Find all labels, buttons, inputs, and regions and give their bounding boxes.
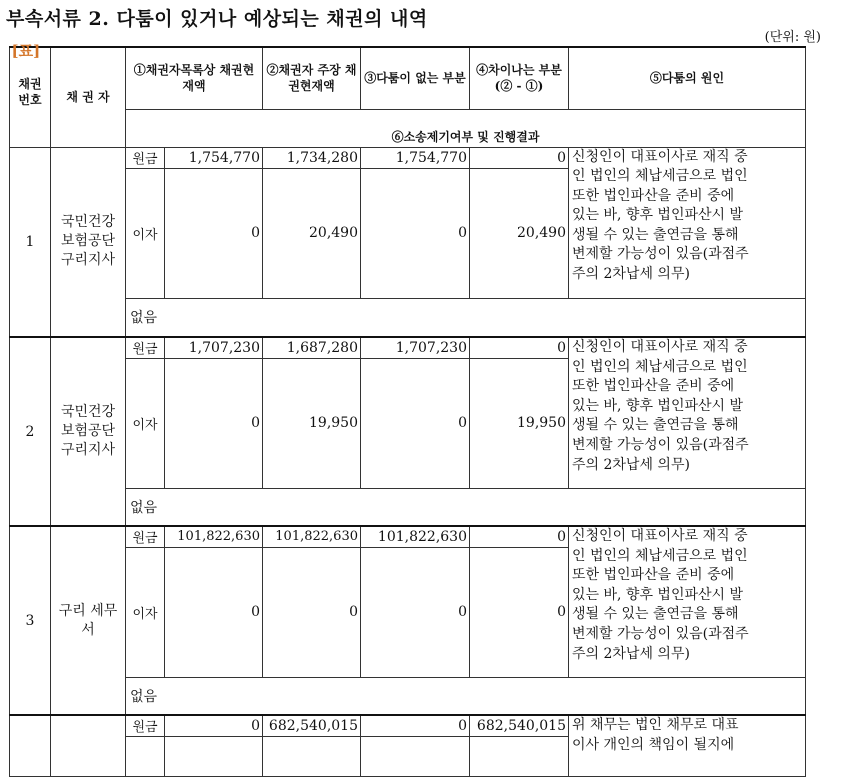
listed-principal: 1,707,230 <box>165 337 263 358</box>
undisputed-interest: 0 <box>361 547 470 677</box>
listed-principal: 101,822,630 <box>165 526 263 547</box>
claimed-interest: 20,490 <box>263 168 361 298</box>
difference-interest: 20,490 <box>470 168 569 298</box>
document-title: 부속서류 2. 다툼이 있거나 예상되는 채권의 내역 <box>6 8 428 30</box>
header-difference: ④차이나는 부분 (② - ①) <box>470 47 569 109</box>
claim-no: 1 <box>10 147 51 337</box>
claim-no <box>10 715 51 776</box>
claimed-interest: 0 <box>263 547 361 677</box>
header-listed-amount: ①채권자목록상 채권현재액 <box>126 47 263 109</box>
listed-interest: 0 <box>165 168 263 298</box>
header-litigation: ⑥소송제기여부 및 진행결과 <box>126 109 806 147</box>
litigation-status: 없음 <box>126 677 806 715</box>
dispute-reason: 위 채무는 법인 채무로 대표 이사 개인의 책임이 될지에 <box>569 715 806 776</box>
claim-no: 3 <box>10 526 51 715</box>
dispute-reason: 신청인이 대표이사로 재직 중 인 법인의 체납세금으로 법인 또한 법인파산을 준비 중에 있는 바, 향후 법인파산시 발 생될 수 있는 출연금을 통해 변제할 가능성이 있음(과점주 주의 2차납세 의무) <box>569 337 806 488</box>
unit-label: (단위: 원) <box>764 30 821 45</box>
interest-label <box>126 736 165 776</box>
claimed-principal: 682,540,015 <box>263 715 361 736</box>
difference-interest: 19,950 <box>470 358 569 488</box>
creditor-name: 구리 세무서 <box>51 526 126 715</box>
header-claim-no: [표] 채권 번호 <box>10 47 51 147</box>
header-dispute-reason: ⑤다툼의 원인 <box>569 47 806 109</box>
creditor-name: 국민건강 보험공단 구리지사 <box>51 337 126 526</box>
difference-interest: 0 <box>470 547 569 677</box>
interest-label: 이자 <box>126 168 165 298</box>
undisputed-principal: 0 <box>361 715 470 736</box>
interest-label: 이자 <box>126 547 165 677</box>
undisputed-principal: 1,707,230 <box>361 337 470 358</box>
claimed-principal: 1,734,280 <box>263 147 361 168</box>
difference-principal: 0 <box>470 526 569 547</box>
undisputed-principal: 101,822,630 <box>361 526 470 547</box>
undisputed-interest: 0 <box>361 168 470 298</box>
table-tag: [표] <box>11 42 41 60</box>
listed-principal: 0 <box>165 715 263 736</box>
header-claimed-amount: ②채권자 주장 채권현재액 <box>263 47 361 109</box>
listed-interest: 0 <box>165 358 263 488</box>
listed-interest: 0 <box>165 547 263 677</box>
undisputed-principal: 1,754,770 <box>361 147 470 168</box>
listed-principal: 1,754,770 <box>165 147 263 168</box>
creditor-name <box>51 715 126 776</box>
dispute-reason: 신청인이 대표이사로 재직 중 인 법인의 체납세금으로 법인 또한 법인파산을 준비 중에 있는 바, 향후 법인파산시 발 생될 수 있는 출연금을 통해 변제할 가능성이 있음(과점주 주의 2차납세 의무) <box>569 526 806 677</box>
difference-principal: 0 <box>470 147 569 168</box>
claim-no: 2 <box>10 337 51 526</box>
claimed-principal: 1,687,280 <box>263 337 361 358</box>
litigation-status: 없음 <box>126 488 806 526</box>
dispute-reason: 신청인이 대표이사로 재직 중 인 법인의 체납세금으로 법인 또한 법인파산을 준비 중에 있는 바, 향후 법인파산시 발 생될 수 있는 출연금을 통해 변제할 가능성이 있음(과점주 주의 2차납세 의무) <box>569 147 806 298</box>
undisputed-interest: 0 <box>361 358 470 488</box>
principal-label: 원금 <box>126 147 165 168</box>
claimed-interest: 19,950 <box>263 358 361 488</box>
principal-label: 원금 <box>126 526 165 547</box>
header-creditor: 채 권 자 <box>51 47 126 147</box>
interest-label: 이자 <box>126 358 165 488</box>
claimed-principal: 101,822,630 <box>263 526 361 547</box>
header-undisputed: ③다툼이 없는 부분 <box>361 47 470 109</box>
difference-principal: 682,540,015 <box>470 715 569 736</box>
creditor-name: 국민건강 보험공단 구리지사 <box>51 147 126 337</box>
litigation-status: 없음 <box>126 298 806 337</box>
difference-principal: 0 <box>470 337 569 358</box>
principal-label: 원금 <box>126 337 165 358</box>
disputed-claims-table <box>9 42 806 777</box>
principal-label: 원금 <box>126 715 165 736</box>
